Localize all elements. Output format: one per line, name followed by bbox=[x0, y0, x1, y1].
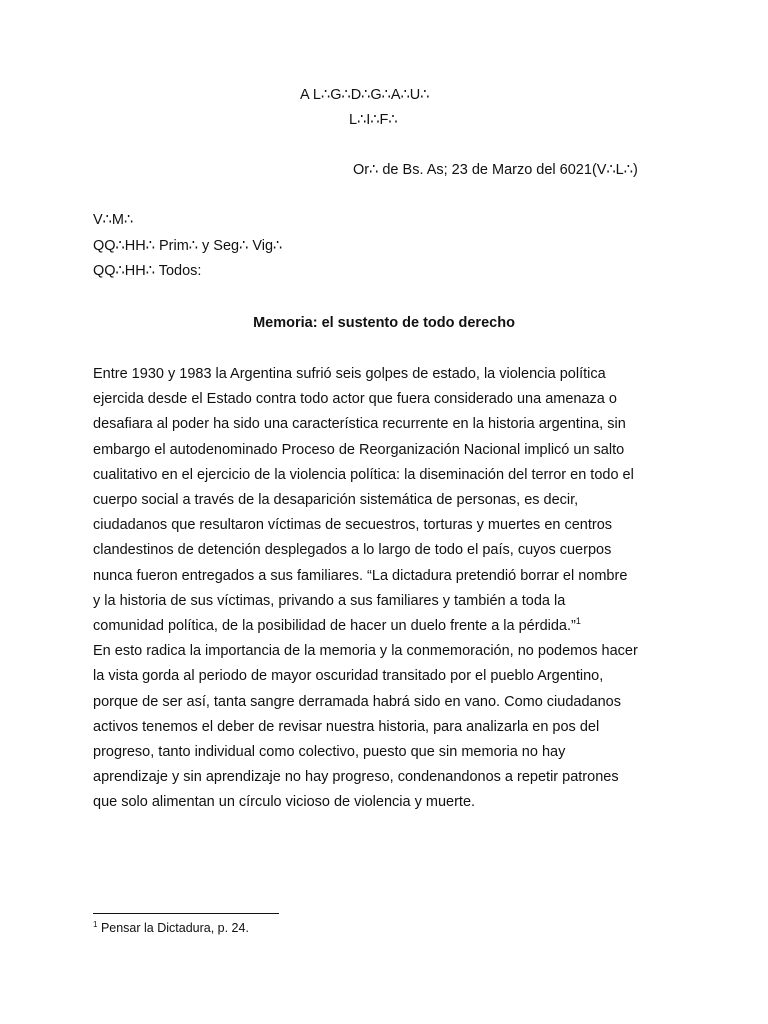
body-line: que solo alimentan un círculo vicioso de violencia y muerte. bbox=[93, 794, 476, 811]
footnote bbox=[93, 921, 249, 935]
body-line: porque de ser así, tanta sangre derramada habrá sido en vano. Como ciudadanos bbox=[93, 693, 621, 710]
body-line: ejercida desde el Estado contra todo actor que fuera considerado una amenaza o bbox=[93, 391, 617, 408]
document-title: Memoria: el sustento de todo derecho bbox=[253, 315, 515, 331]
body-line-text: comunidad política, de la posibilidad de hacer un duelo frente a la pérdida.” bbox=[93, 618, 576, 635]
body-line: desafiara al poder ha sido una característica recurrente en la historia argentina, sin bbox=[93, 416, 626, 433]
footnote-separator bbox=[93, 913, 279, 914]
body-line: cualitativo en el ejercicio de la violencia política: la diseminación del terror en todo el bbox=[93, 466, 634, 483]
body-line: y la historia de sus víctimas, privando a sus familiares y también a toda la bbox=[93, 592, 566, 609]
body-line: clandestinos de detención desplegados a lo largo de todo el país, cuyos cuerpos bbox=[93, 542, 612, 559]
body-line-with-footnote-ref bbox=[93, 614, 693, 639]
body-line: aprendizaje y sin aprendizaje no hay progreso, condenandonos a repetir patrones bbox=[93, 769, 619, 786]
header-line-1: A L∴G∴D∴G∴A∴U∴ bbox=[300, 87, 430, 103]
body-line: nunca fueron entregados a sus familiares. “La dictadura pretendió borrar el nombre bbox=[93, 567, 628, 584]
body-line: cuerpo social a través de la desaparición sistemática de personas, es decir, bbox=[93, 492, 579, 509]
body-line: En esto radica la importancia de la memoria y la conmemoración, no podemos hacer bbox=[93, 643, 638, 660]
header-line-2: L∴I∴F∴ bbox=[349, 112, 398, 128]
body-line: activos tenemos el deber de revisar nuestra historia, para analizarla en pos del bbox=[93, 718, 600, 735]
body-line: la vista gorda al periodo de mayor oscuridad transitado por el pueblo Argentino, bbox=[93, 668, 604, 685]
addressee-line: V∴M∴ bbox=[93, 212, 134, 228]
body-line: progreso, tanto individual como colectivo, puesto que sin memoria no hay bbox=[93, 744, 566, 761]
addressee-line: QQ∴HH∴ Todos: bbox=[93, 263, 202, 279]
body-text bbox=[93, 362, 693, 816]
body-line: ciudadanos que resultaron víctimas de secuestros, torturas y muertes en centros bbox=[93, 517, 613, 534]
body-line: Entre 1930 y 1983 la Argentina sufrió seis golpes de estado, la violencia política bbox=[93, 366, 606, 382]
body-line: embargo el autodenominado Proceso de Reorganización Nacional implicó un salto bbox=[93, 441, 625, 458]
footnote-text: Pensar la Dictadura, p. 24. bbox=[100, 921, 249, 935]
footnote-marker: 1 bbox=[93, 920, 98, 929]
place-and-date: Or∴ de Bs. As; 23 de Marzo del 6021(V∴L∴) bbox=[353, 162, 638, 178]
addressee-line: QQ∴HH∴ Prim∴ y Seg∴ Vig∴ bbox=[93, 238, 283, 254]
footnote-reference: 1 bbox=[575, 616, 581, 627]
